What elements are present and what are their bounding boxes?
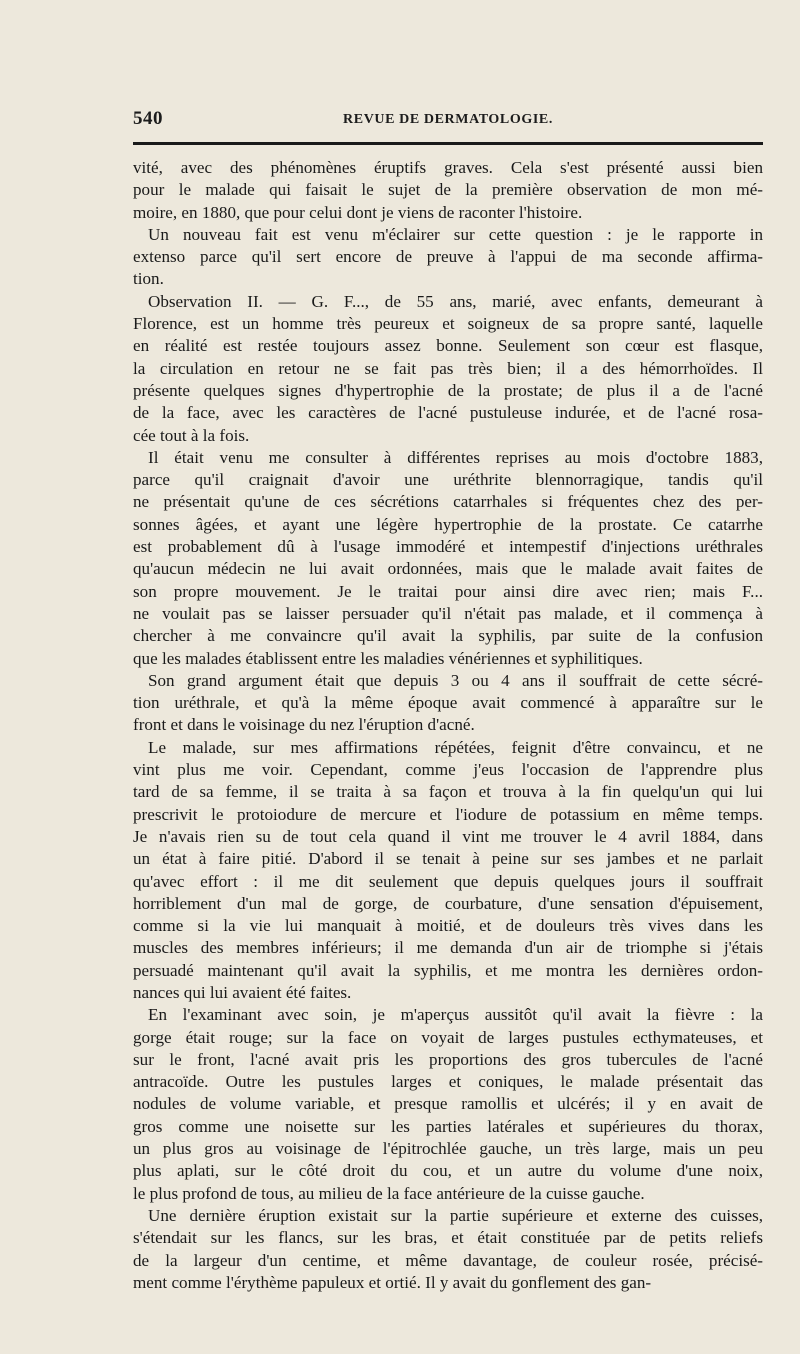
paragraph: [133, 670, 763, 737]
text-line: moire, en 1880, que pour celui dont je viens de raconter l'histoire.: [133, 202, 583, 222]
text-line: Une dernière éruption existait sur la partie supérieure et externe des cuisses,: [148, 1205, 763, 1225]
page-number: 540: [133, 108, 163, 129]
text-line: un plus gros au voisinage de l'épitrochlée gauche, un très large, mais un peu: [133, 1139, 763, 1159]
text-line: antracoïde. Outre les pustules larges et coniques, le malade présentait das: [133, 1072, 763, 1092]
text-line: nodules de volume variable, et presque ramollis et ulcérés; il y en avait de: [133, 1094, 763, 1114]
paragraph: [133, 737, 763, 1005]
text-line: vité, avec des phénomènes éruptifs graves. Cela s'est présenté aussi bien: [133, 158, 763, 177]
text-line: prescrivit le protoiodure de mercure et l'iodure de potassium en même temps.: [133, 804, 763, 824]
text-line: ne voulait pas se laisser persuader qu'il n'était pas malade, et il commença à: [133, 603, 763, 623]
text-line: la circulation en retour ne se fait pas très bien; il a des hémorrhoïdes. Il: [133, 358, 763, 378]
text-line: présente quelques signes d'hypertrophie de la prostate; de plus il a de l'acné: [133, 380, 763, 400]
text-line: vint plus me voir. Cependant, comme j'eus l'occasion de l'apprendre plus: [133, 760, 763, 780]
paragraph: [133, 157, 763, 224]
text-line: persuadé maintenant qu'il avait la syphilis, et me montra les dernières ordon-: [133, 960, 763, 980]
text-line: Son grand argument était que depuis 3 ou 4 ans il souffrait de cette sécré-: [148, 670, 763, 690]
text-line: parce qu'il craignait d'avoir une uréthrite blennorragique, tandis qu'il: [133, 470, 763, 490]
body-text: [133, 157, 763, 1294]
text-line: un état à faire pitié. D'abord il se tenait à peine sur ses jambes et ne parlait: [133, 849, 763, 869]
text-line: tard de sa femme, il se traita à sa façon et trouva à la fin quelqu'un qui lui: [133, 782, 763, 802]
text-line: tion.: [133, 269, 164, 289]
text-line: Un nouveau fait est venu m'éclairer sur cette question : je le rapporte in: [148, 224, 763, 244]
text-line: sonnes âgées, et ayant une légère hypertrophie de la prostate. Ce catarrhe: [133, 514, 763, 534]
text-line: Le malade, sur mes affirmations répétées, feignit d'être convaincu, et ne: [148, 737, 763, 757]
text-line: qu'aucun médecin ne lui avait ordonnées, mais que le malade avait faites de: [133, 559, 763, 579]
text-line: Observation II. — G. F..., de 55 ans, marié, avec enfants, demeurant à: [148, 291, 763, 311]
text-line: extenso parce qu'il sert encore de preuve à l'appui de ma seconde affirma-: [133, 247, 763, 267]
text-line: horriblement d'un mal de gorge, de courbature, d'une sensation d'épuisement,: [133, 893, 763, 913]
text-line: cée tout à la fois.: [133, 425, 250, 445]
page-header: [133, 108, 763, 132]
paragraph: [133, 291, 763, 447]
text-line: Il était venu me consulter à différentes reprises au mois d'octobre 1883,: [148, 447, 763, 467]
text-line: est probablement dû à l'usage immodéré et intempestif d'injections uréthrales: [133, 537, 763, 557]
text-line: qu'avec effort : il me dit seulement que depuis quelques jours il souffrait: [133, 871, 763, 891]
text-line: le plus profond de tous, au milieu de la face antérieure de la cuisse gauche.: [133, 1183, 645, 1203]
text-line: en réalité est restée toujours assez bonne. Seulement son cœur est flasque,: [133, 336, 763, 356]
text-line: sur le front, l'acné avait pris les proportions des gros tubercules de l'acné: [133, 1049, 763, 1069]
text-line: s'étendait sur les flancs, sur les bras, et était constituée par de petits reliefs: [133, 1228, 763, 1248]
text-line: ne présentait qu'une de ces sécrétions catarrhales si fréquentes chez des per-: [133, 492, 763, 512]
paragraph: [133, 447, 763, 670]
text-line: nances qui lui avaient été faites.: [133, 982, 352, 1002]
text-line: tion uréthrale, et qu'à la même époque avait commencé à apparaître sur le: [133, 693, 763, 713]
text-line: chercher à me convaincre qu'il avait la syphilis, par suite de la confusion: [133, 626, 763, 646]
text-line: de la face, avec les caractères de l'acné pustuleuse indurée, et de l'acné rosa-: [133, 403, 763, 423]
text-line: de la largeur d'un centime, et même davantage, de couleur rosée, précisé-: [133, 1250, 763, 1270]
paragraph: [133, 224, 763, 291]
text-line: gorge était rouge; sur la face on voyait de larges pustules ecthymateuses, et: [133, 1027, 763, 1047]
text-line: gros comme une noisette sur les parties latérales et supérieures du thorax,: [133, 1116, 763, 1136]
text-line: plus aplati, sur le côté droit du cou, et un autre du volume d'une noix,: [133, 1161, 763, 1181]
running-title: REVUE DE DERMATOLOGIE.: [343, 112, 553, 127]
text-line: En l'examinant avec soin, je m'aperçus aussitôt qu'il avait la fièvre : la: [148, 1005, 763, 1025]
text-line: Je n'avais rien su de tout cela quand il vint me trouver le 4 avril 1884, dans: [133, 826, 763, 846]
text-line: front et dans le voisinage du nez l'éruption d'acné.: [133, 715, 475, 735]
text-line: Florence, est un homme très peureux et soigneux de sa propre santé, laquelle: [133, 314, 763, 334]
header-rule: [133, 142, 763, 145]
text-line: que les malades établissent entre les maladies vénériennes et syphilitiques.: [133, 648, 643, 668]
paragraph: [133, 1205, 763, 1294]
text-line: ment comme l'érythème papuleux et ortié. Il y avait du gonflement des gan-: [133, 1272, 652, 1292]
paragraph: [133, 1004, 763, 1205]
text-line: comme si la vie lui manquait à moitié, et de douleurs très vives dans les: [133, 916, 763, 936]
text-line: son propre mouvement. Je le traitai pour ainsi dire avec rien; mais F...: [133, 581, 763, 601]
text-line: muscles des membres inférieurs; il me demanda d'un air de triomphe si j'étais: [133, 938, 763, 958]
text-line: pour le malade qui faisait le sujet de la première observation de mon mé-: [133, 180, 763, 200]
